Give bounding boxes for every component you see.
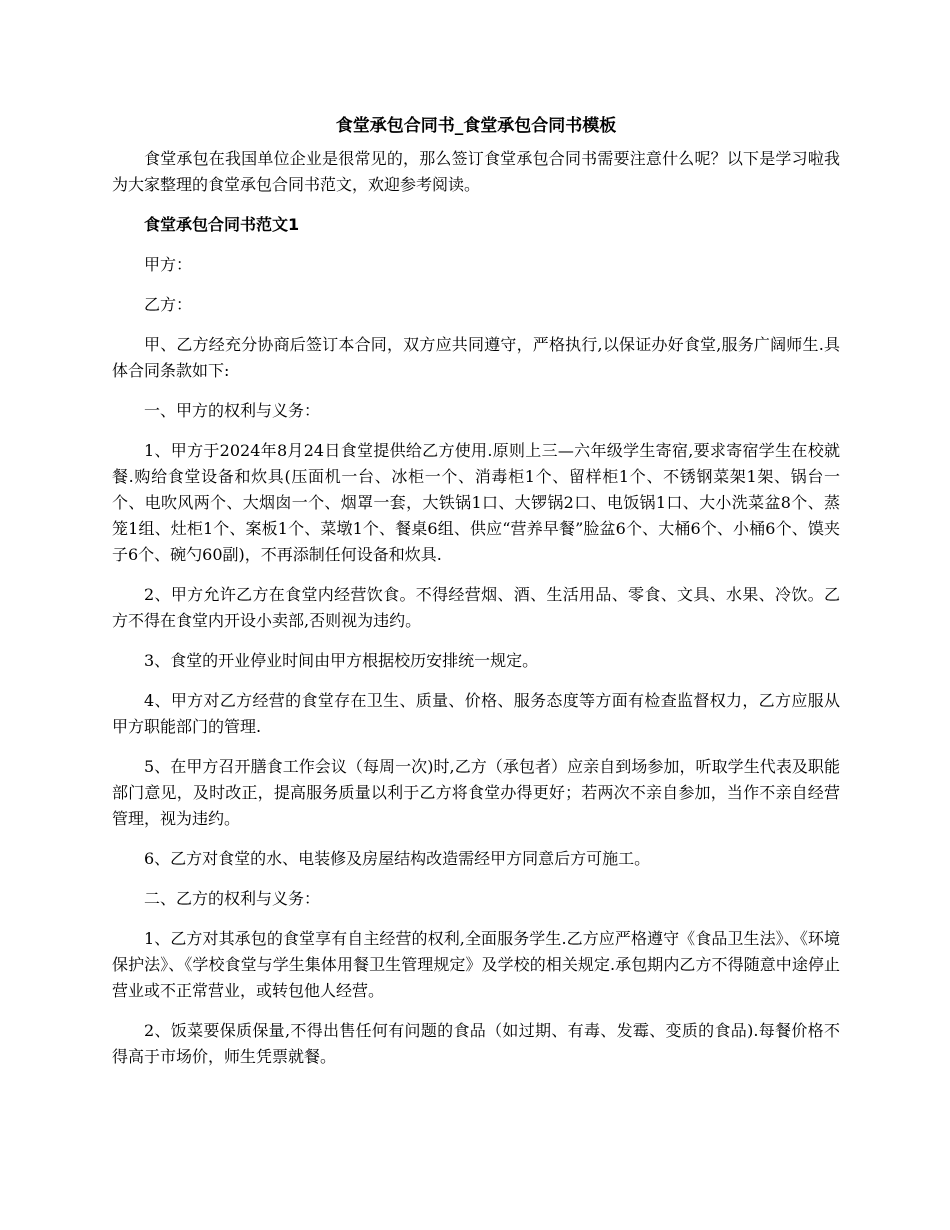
part2-clause-2: 2、饭菜要保质保量,不得出售任何有问题的食品（如过期、有毒、发霉、变质的食品).每餐价格不得高于市场价，师生凭票就餐。 [112, 1021, 840, 1066]
part1-clause-2: 2、甲方允许乙方在食堂内经营饮食。不得经营烟、酒、生活用品、零食、文具、水果、冷饮。乙方不得在食堂内开设小卖部,否则视为违约。 [112, 585, 840, 630]
party-b-line: 乙方： [144, 295, 193, 314]
part1-heading: 一、甲方的权利与义务： [144, 401, 321, 420]
document-title: 食堂承包合同书_食堂承包合同书模板 [335, 116, 617, 136]
part1-clause-5: 5、在甲方召开膳食工作会议（每周一次)时,乙方（承包者）应亲自到场参加，听取学生代表及职能部门意见，及时改正，提高服务质量以利于乙方将食堂办得更好；若两次不亲自参加，当作不亲自经营管理，视为违约。 [112, 757, 840, 828]
part2-clause-1: 1、乙方对其承包的食堂享有自主经营的权利,全面服务学生.乙方应严格遵守《食品卫生法》、《环境保护法》、《学校食堂与学生集体用餐卫生管理规定》及学校的相关规定.承包期内乙方不得随意中途停止营业或不正常营业，或转包他人经营。 [112, 929, 840, 1000]
section-heading: 食堂承包合同书范文1 [144, 215, 300, 234]
document-page [112, 112, 840, 1084]
part1-clause-4: 4、甲方对乙方经营的食堂存在卫生、质量、价格、服务态度等方面有检查监督权力，乙方应服从甲方职能部门的管理. [112, 691, 840, 736]
part1-clause-6: 6、乙方对食堂的水、电装修及房屋结构改造需经甲方同意后方可施工。 [144, 849, 651, 868]
party-a-line: 甲方： [144, 255, 193, 274]
preamble-paragraph: 甲、乙方经充分协商后签订本合同，双方应共同遵守，严格执行,以保证办好食堂,服务广阔师生.具体合同条款如下: [112, 335, 840, 380]
intro-paragraph: 食堂承包在我国单位企业是很常见的，那么签订食堂承包合同书需要注意什么呢？以下是学习啦我为大家整理的食堂承包合同书范文，欢迎参考阅读。 [112, 149, 840, 194]
part1-clause-1: 1、甲方于2024年8月24日食堂提供给乙方使用.原则上三—六年级学生寄宿,要求寄宿学生在校就餐.购给食堂设备和炊具(压面机一台、冰柜一个、消毒柜1个、留样柜1个、不锈钢菜架1架、锅台一个、电吹风两个、大烟囱一个、烟罩一套，大铁锅1口、大锣锅2口、电饭锅1口、大小洗菜盆8个、蒸笼1组、灶柜1个、案板1个、菜墩1个、餐桌6组、供应“营养早餐”脸盆6个、大桶6个、小桶6个、馍夹子6个、碗勺60副)，不再添制任何设备和炊具. [112, 441, 840, 564]
part1-clause-3: 3、食堂的开业停业时间由甲方根据校历安排统一规定。 [144, 651, 539, 670]
part2-heading: 二、乙方的权利与义务： [144, 889, 321, 908]
